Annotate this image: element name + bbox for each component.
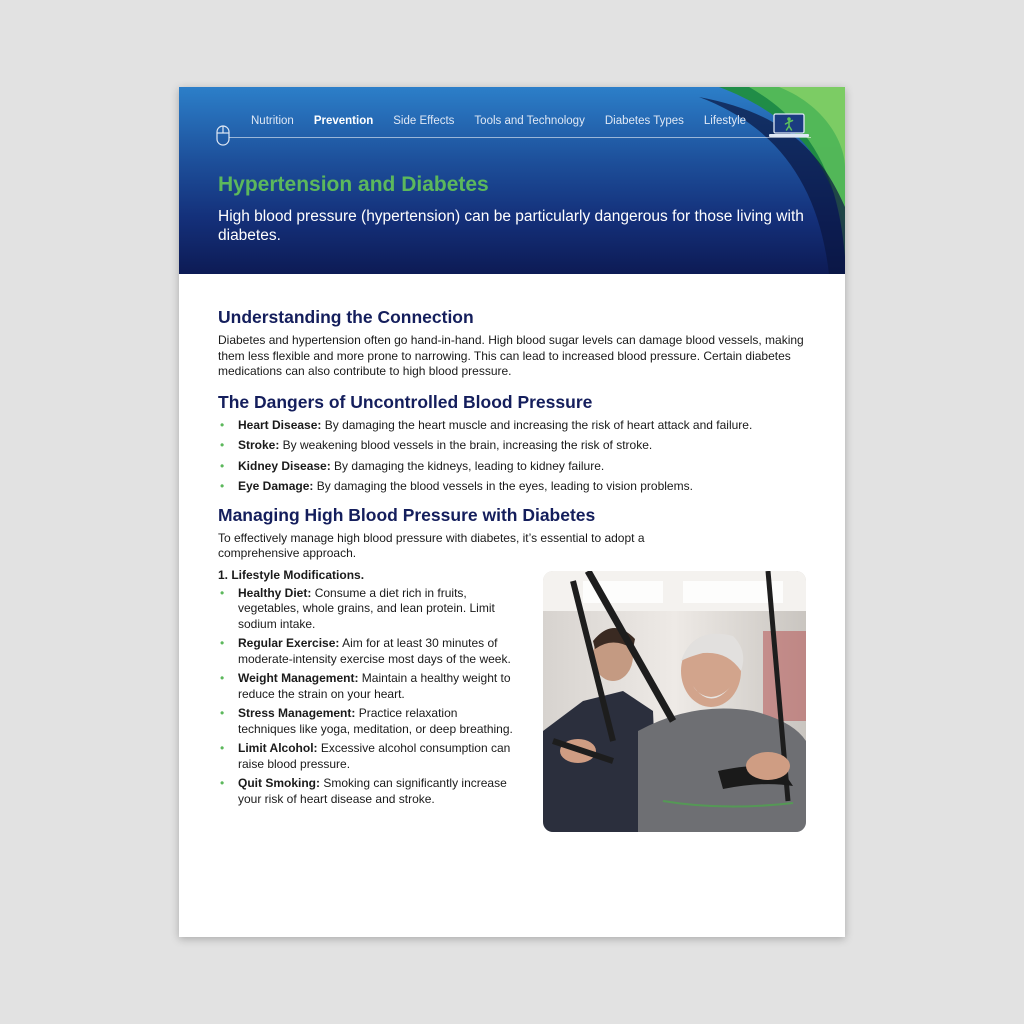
list-item-text: Maintain a healthy weight to reduce the strain on your heart. (238, 671, 511, 701)
section-dangers (218, 392, 808, 495)
list-item (218, 479, 808, 495)
list-item-text: Aim for at least 30 minutes of moderate-intensity exercise most days of the week. (238, 636, 511, 666)
list-item-label: Stroke: (238, 438, 280, 452)
dangers-list (218, 418, 808, 495)
nav-item-diabetes-types[interactable]: Diabetes Types (604, 115, 684, 127)
list-item (218, 741, 518, 772)
list-item (218, 776, 518, 807)
list-item-label: Kidney Disease: (238, 458, 331, 473)
list-item (218, 438, 808, 454)
list-item-text: Practice relaxation techniques like yoga, meditation, or deep breathing. (238, 706, 513, 736)
list-item (218, 706, 518, 737)
list-item (218, 586, 518, 633)
list-item-label: Healthy Diet: (238, 585, 312, 600)
nav-item-tools-and-technology[interactable]: Tools and Technology (474, 115, 585, 127)
nav-item-lifestyle[interactable]: Lifestyle (703, 115, 747, 127)
list-item-label: Quit Smoking: (238, 776, 320, 790)
page-subtitle: High blood pressure (hypertension) can be particularly dangerous for those living with diabetes. (218, 208, 804, 244)
list-item-text: By damaging the kidneys, leading to kidney failure. (330, 458, 605, 473)
list-item-label: Weight Management: (238, 671, 359, 685)
section-body-understanding: Diabetes and hypertension often go hand-in-hand. High blood sugar levels can damage blood vessels, making them less flexible and more prone to narrowing. This can lead to increased blood pressure. Certain diabetes medications can also contribute to high blood pressure. (218, 333, 804, 378)
nav-items (251, 115, 766, 127)
list-item-text: Excessive alcohol consumption can raise blood pressure. (238, 741, 511, 771)
list-item-text: Consume a diet rich in fruits, vegetables, whole grains, and lean protein. Limit sodium intake. (238, 585, 495, 631)
list-item-label: Limit Alcohol: (238, 741, 318, 755)
exercise-photo (543, 571, 806, 832)
list-item-label: Heart Disease: (238, 417, 322, 432)
list-item-text: Smoking can significantly increase your risk of heart disease and stroke. (238, 776, 507, 806)
section-heading-understanding: Understanding the Connection (218, 307, 474, 327)
section-heading-managing: Managing High Blood Pressure with Diabetes (218, 504, 596, 525)
top-navigation (215, 113, 811, 139)
subheading-lifestyle: 1. Lifestyle Modifications. (218, 567, 365, 582)
nav-item-side-effects[interactable]: Side Effects (393, 115, 455, 127)
list-item (218, 459, 808, 475)
page-title: Hypertension and Diabetes (218, 173, 489, 196)
list-item-label: Stress Management: (238, 706, 356, 720)
list-item-text: By damaging the heart muscle and increasing the risk of heart attack and failure. (321, 417, 753, 432)
section-intro-managing: To effectively manage high blood pressure with diabetes, it’s essential to adopt a comprehensive approach. (218, 530, 645, 560)
section-understanding (218, 307, 808, 380)
lifestyle-column (218, 586, 518, 808)
list-item-label: Eye Damage: (238, 479, 314, 493)
nav-item-nutrition[interactable]: Nutrition (251, 115, 294, 127)
section-heading-dangers: The Dangers of Uncontrolled Blood Pressure (218, 391, 593, 412)
document-page (179, 87, 845, 937)
laptop-icon (769, 113, 809, 139)
list-item (218, 636, 518, 667)
list-item-label: Regular Exercise: (238, 636, 340, 650)
nav-divider-line (229, 137, 811, 138)
list-item (218, 671, 518, 702)
lifestyle-list (218, 586, 518, 808)
nav-item-prevention[interactable]: Prevention (313, 115, 374, 127)
mouse-icon (215, 123, 231, 147)
list-item-text: By damaging the blood vessels in the eyes, leading to vision problems. (313, 479, 693, 493)
list-item (218, 418, 808, 434)
list-item-text: By weakening blood vessels in the brain, increasing the risk of stroke. (279, 438, 653, 452)
hero-banner (179, 87, 845, 274)
